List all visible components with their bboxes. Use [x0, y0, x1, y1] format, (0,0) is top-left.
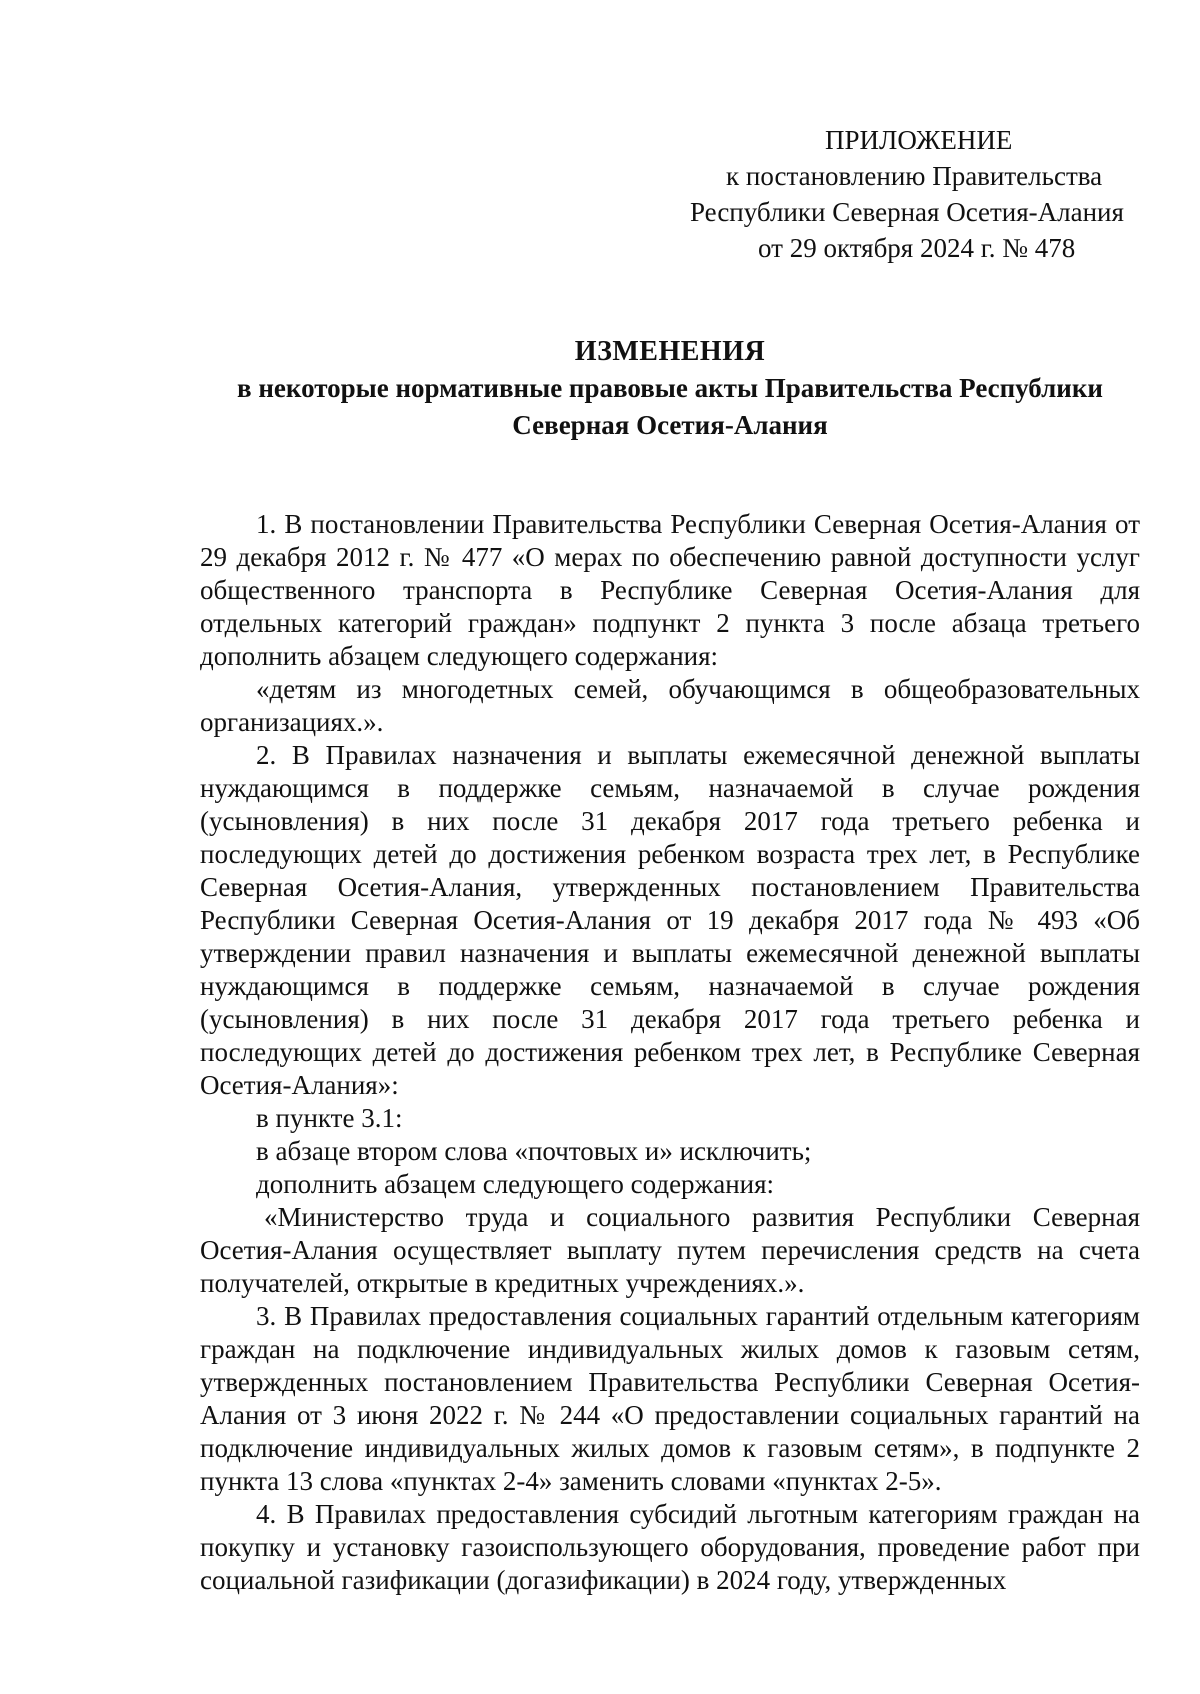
- document-title: ИЗМЕНЕНИЯ: [574, 336, 766, 367]
- appendix-line-republic: Республики Северная Осетия-Алания: [690, 197, 1124, 227]
- paragraph-subitem-add: дополнить абзацем следующего содержания:: [256, 1169, 775, 1199]
- appendix-line-date-number: от 29 октября 2024 г. № 478: [758, 233, 1076, 263]
- appendix-title: ПРИЛОЖЕНИЕ: [825, 125, 1013, 155]
- paragraph-quote-2: «Министерство труда и социального развития Республики Северная Осетия-Алания осуществляет выплату путем перечисления средств на счета получателей, открытые в кредитных учреждениях.».: [200, 1202, 1140, 1298]
- paragraph-item-1: 1. В постановлении Правительства Республики Северная Осетия-Алания от 29 декабря 2012 г. № 477 «О мерах по обеспечению равной доступности услуг общественного транспорта в Республике Северная Осетия-Алания для отдельных категорий граждан» подпункт 2 пункта 3 после абзаца третьего дополнить абзацем следующего содержания:: [200, 509, 1140, 671]
- document-subtitle-line-1: в некоторые нормативные правовые акты Правительства Республики: [237, 373, 1103, 403]
- paragraph-item-4: 4. В Правилах предоставления субсидий льготным категориям граждан на покупку и установку газоиспользующего оборудования, проведение работ при социальной газификации (догазификации) в 2024 году, утвержденных: [200, 1499, 1140, 1595]
- paragraph-quote-1: «детям из многодетных семей, обучающимся в общеобразовательных организациях.».: [200, 674, 1140, 737]
- document-subtitle-line-2: Северная Осетия-Алания: [512, 410, 828, 440]
- appendix-line-decree: к постановлению Правительства: [726, 161, 1103, 191]
- document-body: [200, 508, 1140, 1597]
- paragraph-item-3: 3. В Правилах предоставления социальных гарантий отдельным категориям граждан на подключение индивидуальных жилых домов к газовым сетям, утвержденных постановлением Правительства Республики Северная Осетия-Алания от 3 июня 2022 г. № 244 «О предоставлении социальных гарантий на подключение индивидуальных жилых домов к газовым сетям», в подпункте 2 пункта 13 слова «пунктах 2-4» заменить словами «пунктах 2-5».: [200, 1301, 1140, 1496]
- appendix-block: [690, 122, 1170, 266]
- document-heading: [200, 333, 1140, 444]
- paragraph-subitem-3-1: в пункте 3.1:: [256, 1103, 403, 1133]
- paragraph-subitem-abzac-2: в абзаце втором слова «почтовых и» исключить;: [256, 1136, 812, 1166]
- paragraph-item-2: 2. В Правилах назначения и выплаты ежемесячной денежной выплаты нуждающимся в поддержке семьям, назначаемой в случае рождения (усыновления) в них после 31 декабря 2017 года третьего ребенка и последующих детей до достижения ребенком возраста трех лет, в Республике Северная Осетия-Алания, утвержденных постановлением Правительства Республики Северная Осетия-Алания от 19 декабря 2017 года № 493 «Об утверждении правил назначения и выплаты ежемесячной денежной выплаты нуждающимся в поддержке семьям, назначаемой в случае рождения (усыновления) в них после 31 декабря 2017 года третьего ребенка и последующих детей до достижения ребенком трех лет, в Республике Северная Осетия-Алания»:: [200, 740, 1140, 1100]
